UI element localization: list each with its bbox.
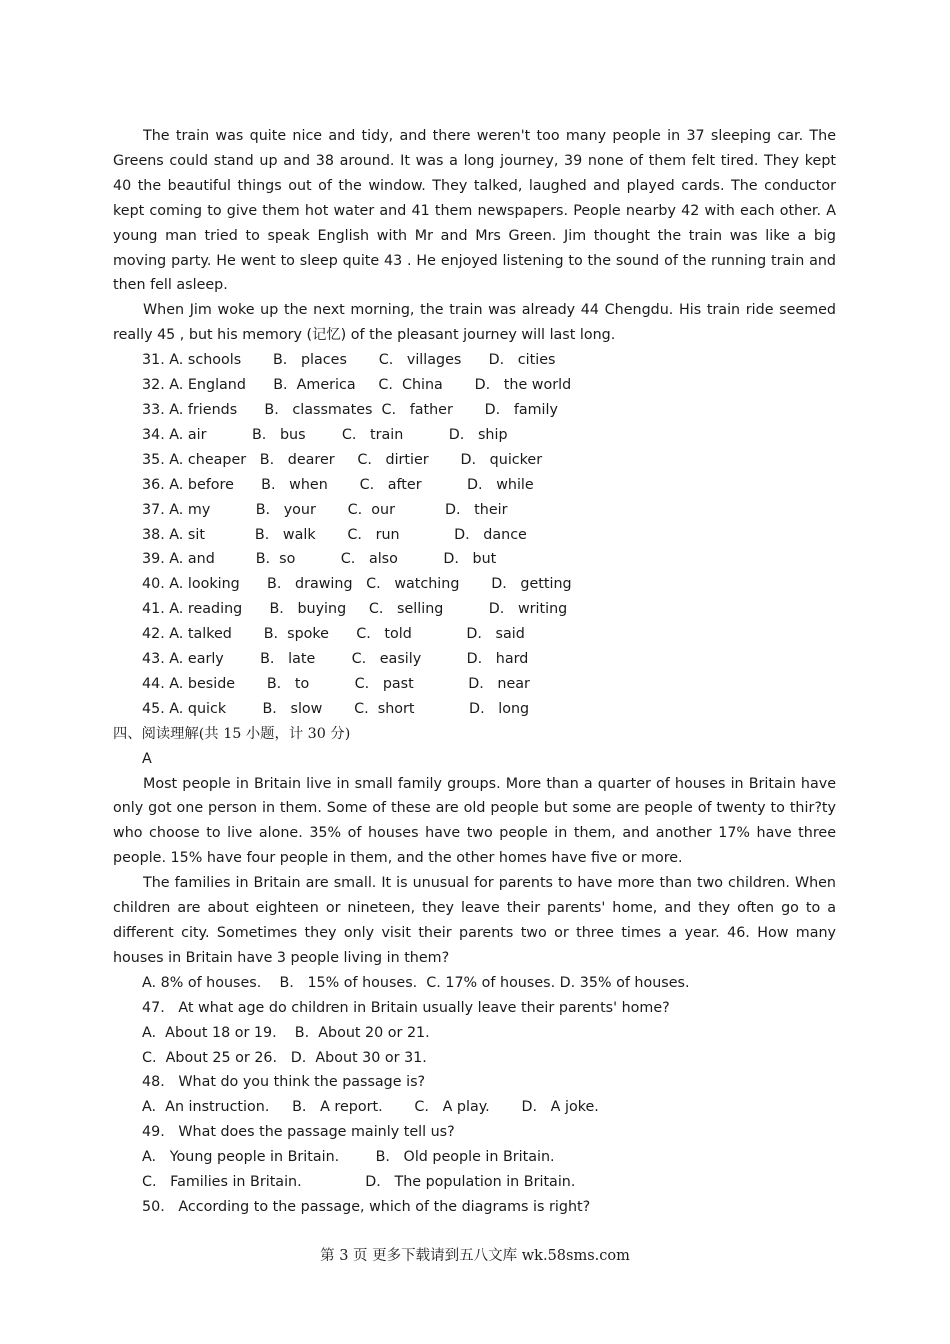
passage-label: A bbox=[142, 750, 152, 767]
option-row: 34. A. air B. bus C. train D. ship bbox=[142, 426, 508, 443]
page-footer: 第 3 页 更多下载请到五八文库 wk.58sms.com bbox=[320, 1248, 630, 1264]
cloze-paragraph-2: When Jim woke up the next morning, the train was already 44 Chengdu. His train ride seemed really 45 , but his memory (记忆) of the pleasant journey will last long. bbox=[113, 302, 836, 344]
reading-paragraph-1: Most people in Britain live in small family groups. More than a quarter of houses in Britain have only got one person in them. Some of these are old people but some are people of twenty to thir?ty who choose to live alone. 35% of houses have two people in them, and another 17% have three people. 15% have four people in them, and the other homes have five or more. bbox=[113, 775, 836, 867]
question: 47. At what age do children in Britain usually leave their parents' home? bbox=[142, 999, 670, 1016]
option-row: 45. A. quick B. slow C. short D. long bbox=[142, 700, 530, 717]
option-row: 35. A. cheaper B. dearer C. dirtier D. quicker bbox=[142, 451, 543, 468]
answer-options: A. An instruction. B. A report. C. A play. D. A joke. bbox=[142, 1099, 599, 1116]
option-row: 33. A. friends B. classmates C. father D. family bbox=[142, 401, 558, 418]
option-row: 44. A. beside B. to C. past D. near bbox=[142, 675, 530, 692]
answer-options: C. Families in Britain. D. The population in Britain. bbox=[142, 1174, 576, 1191]
question: 49. What does the passage mainly tell us? bbox=[142, 1124, 455, 1141]
question: 50. According to the passage, which of the diagrams is right? bbox=[142, 1198, 591, 1215]
option-row: 36. A. before B. when C. after D. while bbox=[142, 476, 534, 493]
cloze-options-list bbox=[113, 348, 836, 722]
option-row: 43. A. early B. late C. easily D. hard bbox=[142, 651, 529, 668]
option-row: 38. A. sit B. walk C. run D. dance bbox=[142, 526, 527, 543]
page-content bbox=[113, 124, 836, 1220]
option-row: 32. A. England B. America C. China D. the world bbox=[142, 377, 572, 394]
question: 48. What do you think the passage is? bbox=[142, 1074, 426, 1091]
option-row: 42. A. talked B. spoke C. told D. said bbox=[142, 626, 525, 643]
cloze-paragraph-1: The train was quite nice and tidy, and there weren't too many people in 37 sleeping car. The Greens could stand up and 38 around. It was a long journey, 39 none of them felt tired. They kept 40 the beautiful things out of the window. They talked, laughed and played cards. The conductor kept coming to give them hot water and 41 them newspapers. People nearby 42 with each other. A young man tried to speak English with Mr and Mrs Green. Jim thought the train was like a big moving party. He went to sleep quite 43 . He enjoyed listening to the sound of the running train and then fell asleep. bbox=[113, 128, 836, 294]
reading-paragraph-2: The families in Britain are small. It is unusual for parents to have more than two children. When children are about eighteen or nineteen, they leave their parents' home, and they often go to a different city. Sometimes they only visit their parents two or three times a year. 46. How many houses in Britain have 3 people living in them? bbox=[113, 875, 836, 966]
answer-options: C. About 25 or 26. D. About 30 or 31. bbox=[142, 1049, 427, 1066]
option-row: 31. A. schools B. places C. villages D. cities bbox=[142, 352, 556, 369]
option-row: 40. A. looking B. drawing C. watching D. getting bbox=[142, 576, 572, 593]
option-row: 39. A. and B. so C. also D. but bbox=[142, 551, 497, 568]
answer-options: A. 8% of houses. B. 15% of houses. C. 17% of houses. D. 35% of houses. bbox=[142, 974, 690, 991]
answer-options: A. About 18 or 19. B. About 20 or 21. bbox=[142, 1024, 430, 1041]
section-heading: 四、阅读理解(共 15 小题，计 30 分) bbox=[113, 725, 351, 742]
answer-options: A. Young people in Britain. B. Old people in Britain. bbox=[142, 1149, 555, 1166]
option-row: 41. A. reading B. buying C. selling D. writing bbox=[142, 601, 568, 618]
questions-list bbox=[113, 971, 836, 1220]
option-row: 37. A. my B. your C. our D. their bbox=[142, 501, 508, 518]
